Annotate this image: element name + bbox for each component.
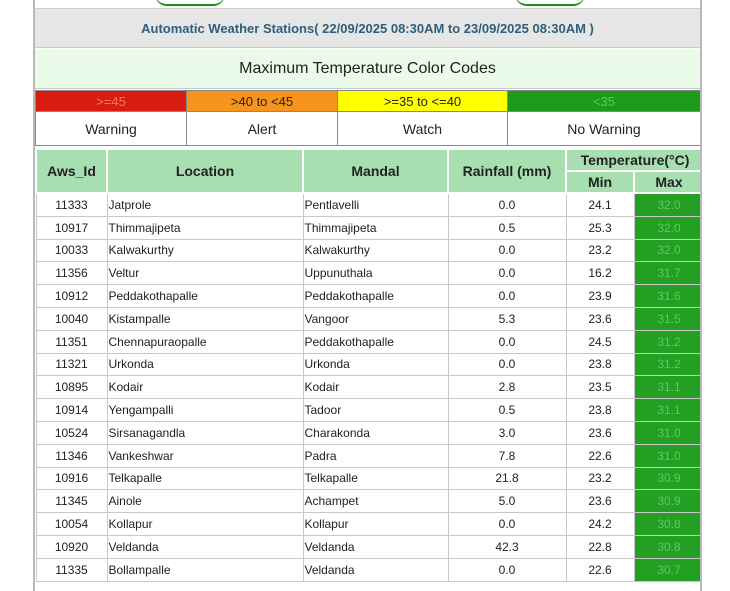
cell-max-temp: 31.1 (634, 376, 702, 399)
cell-rainfall: 0.0 (448, 262, 566, 285)
col-header-temperature: Temperature(°C) (566, 149, 702, 171)
cell-max-temp: 32.0 (634, 193, 702, 216)
cell-aws-id: 10914 (36, 399, 107, 422)
cell-aws-id: 10895 (36, 376, 107, 399)
cell-location: Yengampalli (107, 399, 303, 422)
cell-mandal: Kalwakurthy (303, 239, 448, 262)
cell-min-temp: 22.6 (566, 444, 634, 467)
col-header-max: Max (634, 171, 702, 193)
col-header-mandal: Mandal (303, 149, 448, 193)
cell-min-temp: 24.2 (566, 513, 634, 536)
cell-location: Kistampalle (107, 307, 303, 330)
cell-rainfall: 42.3 (448, 535, 566, 558)
cell-aws-id: 11333 (36, 193, 107, 216)
cell-rainfall: 0.0 (448, 285, 566, 308)
cell-max-temp: 31.7 (634, 262, 702, 285)
table-row (36, 285, 702, 308)
cell-mandal: Tadoor (303, 399, 448, 422)
cell-rainfall: 0.0 (448, 193, 566, 216)
color-code-levels (36, 112, 701, 146)
cell-aws-id: 11335 (36, 558, 107, 581)
cell-rainfall: 0.0 (448, 353, 566, 376)
code-range-warning: >=45 (36, 91, 187, 112)
cell-mandal: Kodair (303, 376, 448, 399)
top-strip (35, 0, 700, 9)
color-codes-title: Maximum Temperature Color Codes (35, 49, 700, 89)
cell-mandal: Veldanda (303, 535, 448, 558)
stations-table (35, 148, 702, 582)
table-row (36, 513, 702, 536)
cell-rainfall: 0.5 (448, 399, 566, 422)
cell-mandal: Padra (303, 444, 448, 467)
cell-min-temp: 23.5 (566, 376, 634, 399)
table-row (36, 535, 702, 558)
cell-location: Thimmajipeta (107, 216, 303, 239)
cell-min-temp: 23.2 (566, 239, 634, 262)
cell-min-temp: 23.6 (566, 307, 634, 330)
logo-arc-right (515, 0, 585, 6)
cell-rainfall: 21.8 (448, 467, 566, 490)
cell-min-temp: 23.8 (566, 353, 634, 376)
cell-location: Urkonda (107, 353, 303, 376)
cell-location: Veldanda (107, 535, 303, 558)
table-row (36, 558, 702, 581)
cell-rainfall: 0.0 (448, 558, 566, 581)
cell-mandal: Thimmajipeta (303, 216, 448, 239)
cell-aws-id: 10524 (36, 421, 107, 444)
cell-min-temp: 22.8 (566, 535, 634, 558)
cell-aws-id: 11345 (36, 490, 107, 513)
cell-aws-id: 11356 (36, 262, 107, 285)
cell-min-temp: 25.3 (566, 216, 634, 239)
cell-mandal: Telkapalle (303, 467, 448, 490)
cell-min-temp: 23.8 (566, 399, 634, 422)
table-row (36, 467, 702, 490)
cell-max-temp: 30.9 (634, 467, 702, 490)
cell-max-temp: 31.2 (634, 353, 702, 376)
cell-location: Kodair (107, 376, 303, 399)
cell-mandal: Peddakothapalle (303, 285, 448, 308)
col-header-min: Min (566, 171, 634, 193)
cell-aws-id: 11351 (36, 330, 107, 353)
code-range-alert: >40 to <45 (187, 91, 338, 112)
cell-max-temp: 30.8 (634, 513, 702, 536)
cell-rainfall: 0.0 (448, 239, 566, 262)
code-level-alert: Alert (187, 112, 338, 146)
cell-min-temp: 22.6 (566, 558, 634, 581)
cell-max-temp: 32.0 (634, 239, 702, 262)
cell-mandal: Pentlavelli (303, 193, 448, 216)
color-code-ranges (36, 91, 701, 112)
cell-location: Vankeshwar (107, 444, 303, 467)
cell-mandal: Charakonda (303, 421, 448, 444)
cell-aws-id: 10054 (36, 513, 107, 536)
cell-location: Veltur (107, 262, 303, 285)
table-row (36, 353, 702, 376)
cell-location: Telkapalle (107, 467, 303, 490)
cell-aws-id: 11321 (36, 353, 107, 376)
table-row (36, 444, 702, 467)
cell-max-temp: 31.1 (634, 399, 702, 422)
cell-mandal: Uppunuthala (303, 262, 448, 285)
cell-max-temp: 31.0 (634, 421, 702, 444)
weather-report-panel (33, 0, 702, 591)
cell-location: Peddakothapalle (107, 285, 303, 308)
table-row (36, 239, 702, 262)
table-row (36, 490, 702, 513)
cell-max-temp: 31.2 (634, 330, 702, 353)
cell-max-temp: 30.9 (634, 490, 702, 513)
cell-aws-id: 10916 (36, 467, 107, 490)
color-codes-table (35, 90, 701, 146)
cell-mandal: Peddakothapalle (303, 330, 448, 353)
cell-min-temp: 23.6 (566, 490, 634, 513)
code-level-no-warning: No Warning (508, 112, 701, 146)
cell-aws-id: 10920 (36, 535, 107, 558)
table-row (36, 330, 702, 353)
cell-aws-id: 10033 (36, 239, 107, 262)
cell-rainfall: 5.3 (448, 307, 566, 330)
cell-aws-id: 10917 (36, 216, 107, 239)
cell-mandal: Veldanda (303, 558, 448, 581)
code-range-watch: >=35 to <=40 (338, 91, 508, 112)
cell-min-temp: 24.5 (566, 330, 634, 353)
cell-location: Sirsanagandla (107, 421, 303, 444)
code-range-no-warning: <35 (508, 91, 701, 112)
table-row (36, 399, 702, 422)
table-row (36, 216, 702, 239)
col-header-rainfall: Rainfall (mm) (448, 149, 566, 193)
cell-rainfall: 0.0 (448, 513, 566, 536)
cell-min-temp: 23.6 (566, 421, 634, 444)
cell-mandal: Kollapur (303, 513, 448, 536)
cell-mandal: Urkonda (303, 353, 448, 376)
table-row (36, 193, 702, 216)
cell-location: Kalwakurthy (107, 239, 303, 262)
cell-max-temp: 31.0 (634, 444, 702, 467)
report-title: Automatic Weather Stations( 22/09/2025 08:30AM to 23/09/2025 08:30AM ) (35, 9, 700, 48)
cell-max-temp: 30.8 (634, 535, 702, 558)
cell-location: Kollapur (107, 513, 303, 536)
cell-rainfall: 0.5 (448, 216, 566, 239)
stations-table-body (36, 193, 702, 581)
cell-max-temp: 31.5 (634, 307, 702, 330)
table-row (36, 376, 702, 399)
cell-min-temp: 24.1 (566, 193, 634, 216)
col-header-aws-id: Aws_Id (36, 149, 107, 193)
cell-rainfall: 7.8 (448, 444, 566, 467)
cell-min-temp: 23.2 (566, 467, 634, 490)
cell-mandal: Achampet (303, 490, 448, 513)
cell-max-temp: 31.6 (634, 285, 702, 308)
cell-aws-id: 11346 (36, 444, 107, 467)
cell-location: Chennapuraopalle (107, 330, 303, 353)
cell-location: Ainole (107, 490, 303, 513)
cell-location: Bollampalle (107, 558, 303, 581)
code-level-watch: Watch (338, 112, 508, 146)
table-row (36, 421, 702, 444)
cell-rainfall: 5.0 (448, 490, 566, 513)
code-level-warning: Warning (36, 112, 187, 146)
cell-location: Jatprole (107, 193, 303, 216)
col-header-location: Location (107, 149, 303, 193)
cell-min-temp: 23.9 (566, 285, 634, 308)
cell-aws-id: 10040 (36, 307, 107, 330)
table-row (36, 262, 702, 285)
cell-mandal: Vangoor (303, 307, 448, 330)
cell-rainfall: 3.0 (448, 421, 566, 444)
cell-min-temp: 16.2 (566, 262, 634, 285)
cell-rainfall: 0.0 (448, 330, 566, 353)
cell-aws-id: 10912 (36, 285, 107, 308)
table-row (36, 307, 702, 330)
cell-max-temp: 32.0 (634, 216, 702, 239)
cell-max-temp: 30.7 (634, 558, 702, 581)
cell-rainfall: 2.8 (448, 376, 566, 399)
logo-arc-left (155, 0, 225, 6)
